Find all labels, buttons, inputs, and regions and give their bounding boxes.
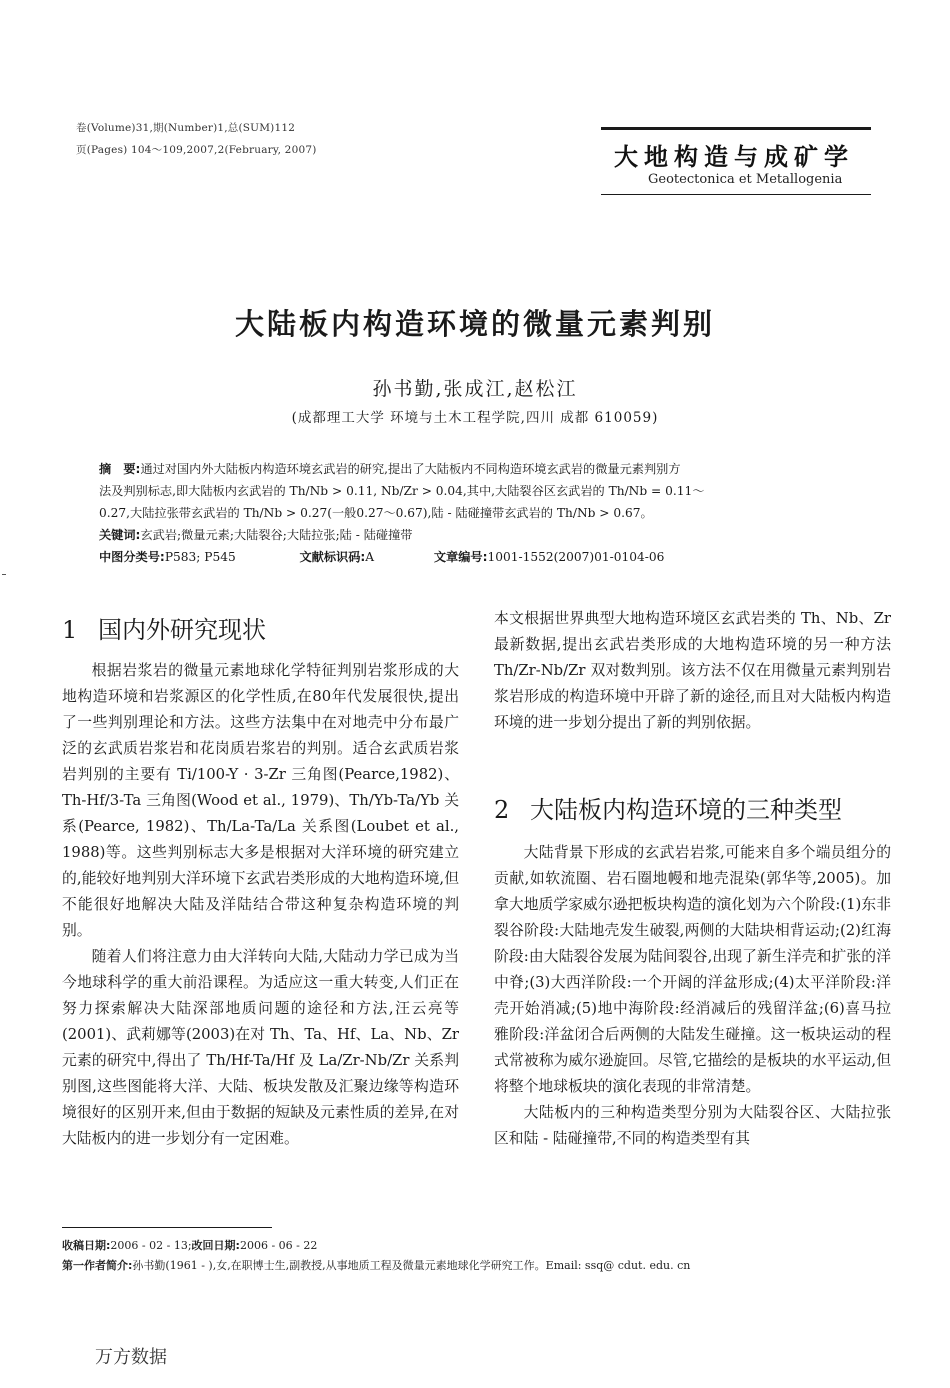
abstract-line-2: 法及判别标志,即大陆板内玄武岩的 Th/Nb > 0.11, Nb/Zr > 0.04,其中,大陆裂谷区玄武岩的 Th/Nb = 0.11～ xyxy=(99,484,705,498)
right-column-section-2 xyxy=(494,840,891,1152)
right-column xyxy=(494,606,891,736)
clc-value: P583; P545 xyxy=(164,550,236,564)
paper-authors: 孙书勤,张成江,赵松江 xyxy=(372,378,578,400)
article-no-label: 文章编号: xyxy=(433,550,488,564)
journal-rule-bottom xyxy=(601,194,871,195)
abstract-text-1: 通过对国内外大陆板内构造环境玄武岩的研究,提出了大陆板内不同构造环境玄武岩的微量元素判别方 xyxy=(140,462,681,476)
abstract-line-3: 0.27,大陆拉张带玄武岩的 Th/Nb > 0.27(一般0.27～0.67),陆 - 陆碰撞带玄武岩的 Th/Nb > 0.67。 xyxy=(99,506,653,520)
journal-title-en: Geotectonica et Metallogenia xyxy=(648,172,843,187)
section-1-paragraph-1: 根据岩浆岩的微量元素地球化学特征判别岩浆形成的大地构造环境和岩浆源区的化学性质,在80年代发展很快,提出了一些判别理论和方法。这些方法集中在对地壳中分布最广泛的玄武质岩浆岩和花岗质岩浆岩的判别。适合玄武质岩浆岩判别的主要有 Ti/100-Y · 3-Zr 三角图(Pearce,1982)、Th-Hf/3-Ta 三角图(Wood et al., 1979)、Th/Yb-Ta/Yb 关系(Pearce, 1982)、Th/La-Ta/La 关系图(Loubet et al., 1988)等。这些判别标志大多是根据对大洋环境的研究建立的,能较好地判别大洋环境下玄武岩类形成的大地构造环境,但不能很好地解决大陆及洋陆结合带这种复杂构造环境的判别。 xyxy=(62,662,459,939)
clc-label: 中图分类号: xyxy=(99,550,165,564)
section-2-title: 大陆板内构造环境的三种类型 xyxy=(530,796,842,824)
received-label: 收稿日期: xyxy=(62,1239,111,1252)
doc-code-label: 文献标识码: xyxy=(299,550,366,564)
paper-affiliation: (成都理工大学 环境与土木工程学院,四川 成都 610059) xyxy=(291,410,659,426)
section-1-paragraph-2: 随着人们将注意力由大洋转向大陆,大陆动力学已成为当今地球科学的重大前沿课程。为适应这一重大转变,人们正在努力探索解决大陆深部地质问题的途径和方法,汪云亮等(2001)、武莉娜等(2003)在对 Th、Ta、Hf、La、Nb、Zr 元素的研究中,得出了 Th/Hf-Ta/Hf 及 La/Zr-Nb/Zr 关系判别图,这些图能将大洋、大陆、板块发散及汇聚边缘等构造环境很好的区别开来,但由于数据的短缺及元素性质的差异,在对大陆板内的进一步划分有一定困难。 xyxy=(62,948,459,1147)
revised-label: 改回日期: xyxy=(191,1239,240,1252)
section-1-paragraph-3: 本文根据世界典型大地构造环境区玄武岩类的 Th、Nb、Zr 最新数据,提出玄武岩类形成的大地构造环境的另一种方法 Th/Zr-Nb/Zr 双对数判别。该方法不仅在用微量元素判别岩浆岩形成的构造环境中开辟了新的途径,而且对大陆板内构造环境的进一步划分提出了新的判别依据。 xyxy=(494,610,891,731)
pages-line: 页(Pages) 104～109,2007,2(February, 2007) xyxy=(76,144,317,156)
section-1-title: 国内外研究现状 xyxy=(98,616,266,644)
section-1-heading xyxy=(62,610,266,645)
author-bio: 孙书勤(1961 - ),女,在职博士生,副教授,从事地质工程及微量元素地球化学研究工作。Email: ssq@ cdut. edu. cn xyxy=(132,1259,691,1272)
section-2-heading xyxy=(494,790,842,825)
section-2-number: 2 xyxy=(494,796,510,824)
section-2-paragraph-2: 大陆板内的三种构造类型分别为大陆裂谷区、大陆拉张区和陆 - 陆碰撞带,不同的构造类型有其 xyxy=(494,1104,891,1147)
abstract-line-1 xyxy=(99,458,859,480)
abstract-block xyxy=(99,458,859,568)
section-2-paragraph-1: 大陆背景下形成的玄武岩岩浆,可能来自多个端员组分的贡献,如软流圈、岩石圈地幔和地壳混染(郭华等,2005)。加拿大地质学家威尔逊把板块构造的演化划为六个阶段:(1)东非裂谷阶段:大陆地壳发生破裂,两侧的大陆块相背运动;(2)红海阶段:由大陆裂谷发展为陆间裂谷,出现了新生洋壳和扩张的洋中脊;(3)大西洋阶段:一个开阔的洋盆形成;(4)太平洋阶段:洋壳开始消减;(5)地中海阶段:经消减后的残留洋盆;(6)喜马拉雅阶段:洋盆闭合后两侧的大陆发生碰撞。这一板块运动的程式常被称为威尔逊旋回。尽管,它描绘的是板块的水平运动,但将整个地球板块的演化表现的非常清楚。 xyxy=(494,844,891,1095)
received-date: 2006 - 02 - 13 xyxy=(110,1239,188,1252)
section-1-number: 1 xyxy=(62,616,78,644)
author-label: 第一作者简介: xyxy=(62,1259,133,1272)
volume-line: 卷(Volume)31,期(Number)1,总(SUM)112 xyxy=(76,122,296,134)
classification-line xyxy=(99,546,859,568)
revised-date: 2006 - 06 - 22 xyxy=(239,1239,318,1252)
watermark: 万方数据 xyxy=(95,1347,167,1368)
paper-title: 大陆板内构造环境的微量元素判别 xyxy=(234,307,715,341)
keywords-line xyxy=(99,524,859,546)
keywords-label: 关键词: xyxy=(99,528,141,542)
left-column xyxy=(62,658,459,1152)
abstract-label: 摘 要: xyxy=(99,462,141,476)
article-no-value: 1001-1552(2007)01-0104-06 xyxy=(487,550,665,564)
journal-rule-top xyxy=(601,127,871,130)
footnote-rule xyxy=(62,1227,272,1228)
footnote-dates: 收稿日期:2006 - 02 - 13;改回日期:2006 - 06 - 22 xyxy=(62,1239,318,1252)
margin-mark xyxy=(2,574,6,575)
keywords: 玄武岩;微量元素;大陆裂谷;大陆拉张;陆 - 陆碰撞带 xyxy=(140,528,413,542)
journal-title-cn: 大地构造与成矿学 xyxy=(614,143,854,171)
footnotes xyxy=(62,1236,882,1276)
doc-code-value: A xyxy=(365,550,375,564)
footnote-author xyxy=(62,1256,882,1276)
